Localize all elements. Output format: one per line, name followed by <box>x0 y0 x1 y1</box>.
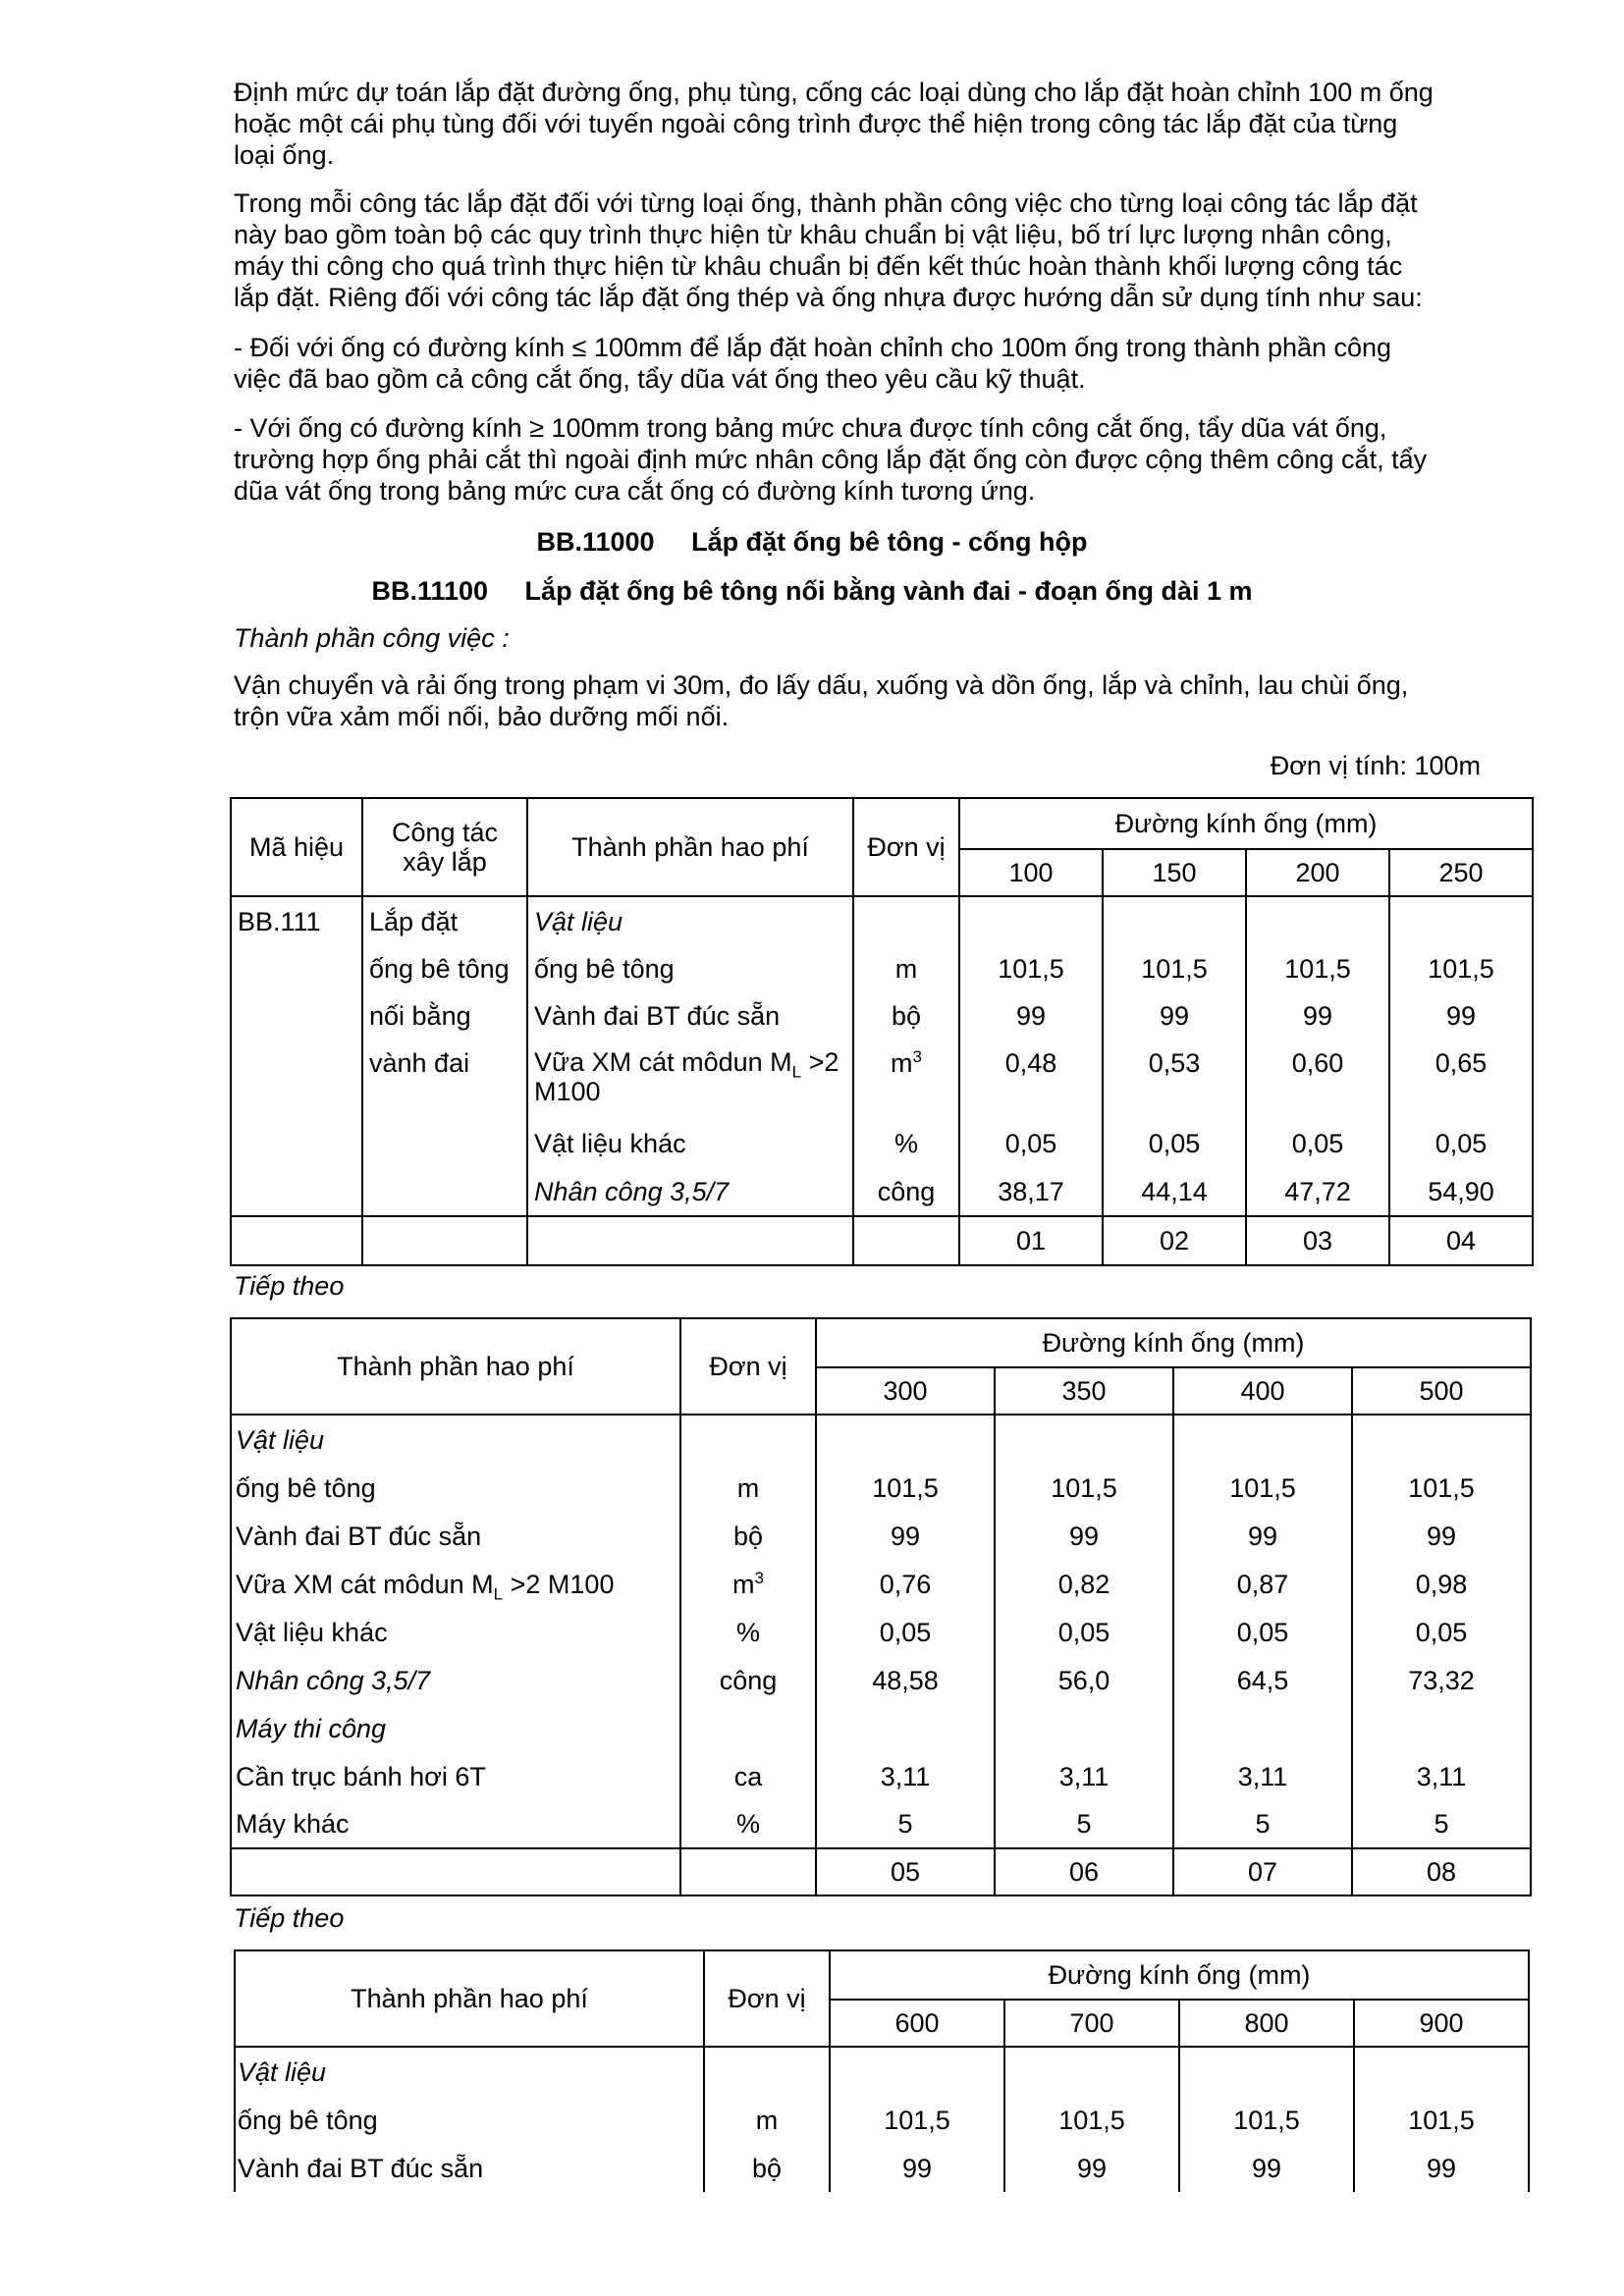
table-row <box>231 1415 1531 1464</box>
norm-table-2 <box>230 1317 1532 1896</box>
table-row <box>231 1608 1531 1656</box>
table-row <box>235 2144 1529 2192</box>
row-value: 44,14 <box>1103 1167 1246 1216</box>
row-value: 73,32 <box>1352 1656 1531 1704</box>
row-unit <box>680 1560 816 1608</box>
row-unit <box>704 2047 830 2096</box>
table-row <box>231 1656 1531 1704</box>
intro-paragraph-3 <box>234 332 1483 395</box>
row-value: 56,0 <box>995 1656 1173 1704</box>
subsection-heading: BB.11100 Lắp đặt ống bê tông nối bằng vành đai - đoạn ống dài 1 m <box>371 576 1253 606</box>
item-code: 08 <box>1352 1848 1531 1896</box>
norm-table-1 <box>230 797 1534 1266</box>
row-unit <box>680 1415 816 1464</box>
row-value: 38,17 <box>959 1167 1103 1216</box>
row-value: 0,65 <box>1389 1040 1533 1120</box>
row-work: ống bê tông <box>362 945 527 992</box>
row-value: 0,05 <box>816 1608 995 1656</box>
header-unit: Đơn vị <box>853 798 959 896</box>
header-diameter-value: 900 <box>1354 2000 1529 2047</box>
row-component: Vành đai BT đúc sẵn <box>231 1512 680 1560</box>
header-diameter-value: 300 <box>816 1367 995 1415</box>
component-text: >2 M100 <box>503 1569 615 1599</box>
row-component: ống bê tông <box>235 2096 704 2144</box>
row-unit <box>680 1704 816 1752</box>
header-diameter-value: 200 <box>1246 849 1389 896</box>
row-component: Vành đai BT đúc sẵn <box>527 992 853 1040</box>
subscript: L <box>791 1062 802 1082</box>
header-diameter-value: 600 <box>830 2000 1004 2047</box>
table-row <box>231 945 1533 992</box>
component-text: Vữa XM cát môdun M <box>534 1047 792 1077</box>
row-component <box>527 1040 853 1120</box>
row-unit: % <box>853 1120 959 1167</box>
row-component: Máy khác <box>231 1800 680 1848</box>
header-diameter-value: 100 <box>959 849 1103 896</box>
row-value: 99 <box>1354 2144 1529 2192</box>
header-diameter-value: 800 <box>1179 2000 1354 2047</box>
header-diameter: Đường kính ống (mm) <box>816 1318 1531 1367</box>
continued-label: Tiếp theo <box>234 1271 345 1301</box>
row-value <box>1103 896 1246 945</box>
text-line: - Đối với ống có đường kính ≤ 100mm để lắp đặt hoàn chỉnh cho 100m ống trong thành phần công <box>234 333 1392 362</box>
header-component: Thành phần hao phí <box>231 1318 680 1415</box>
row-value: 101,5 <box>1179 2096 1354 2144</box>
row-value: 101,5 <box>1004 2096 1179 2144</box>
row-value: 5 <box>1173 1800 1352 1848</box>
row-value: 99 <box>1179 2144 1354 2192</box>
row-value: 101,5 <box>1354 2096 1529 2144</box>
row-unit: m <box>704 2096 830 2144</box>
header-work-line: Công tác <box>391 818 499 847</box>
row-value: 101,5 <box>995 1464 1173 1512</box>
text-line: Vận chuyển và rải ống trong phạm vi 30m, đo lấy dấu, xuống và dồn ống, lắp và chỉnh, lau chùi ống, <box>234 670 1409 700</box>
table-row <box>231 1167 1533 1216</box>
row-value: 3,11 <box>816 1752 995 1800</box>
row-value <box>1179 2047 1354 2096</box>
component-text: >2 <box>801 1047 839 1077</box>
header-unit: Đơn vị <box>680 1318 816 1415</box>
row-value: 54,90 <box>1389 1167 1533 1216</box>
row-value <box>1389 896 1533 945</box>
row-unit: công <box>680 1656 816 1704</box>
text-line: máy thi công cho quá trình thực hiện từ khâu chuẩn bị đến kết thúc hoàn thành khối lượng công tác <box>234 251 1403 281</box>
row-component: Nhân công 3,5/7 <box>527 1167 853 1216</box>
row-value: 0,05 <box>959 1120 1103 1167</box>
header-unit: Đơn vị <box>704 1950 830 2047</box>
row-value <box>1173 1704 1352 1752</box>
row-unit <box>853 1040 959 1120</box>
row-value: 0,05 <box>995 1608 1173 1656</box>
header-work-line: xây lắp <box>403 847 487 877</box>
row-value: 0,98 <box>1352 1560 1531 1608</box>
table-row <box>235 2047 1529 2096</box>
header-code: Mã hiệu <box>231 798 362 896</box>
row-unit: công <box>853 1167 959 1216</box>
row-component: ống bê tông <box>231 1464 680 1512</box>
norm-table-3 <box>234 1949 1530 2192</box>
continued-label: Tiếp theo <box>234 1903 345 1933</box>
row-unit <box>853 896 959 945</box>
row-work: nối bằng <box>362 992 527 1040</box>
table-row <box>231 1040 1533 1120</box>
table-row <box>231 1704 1531 1752</box>
row-value: 0,87 <box>1173 1560 1352 1608</box>
unit-text: m <box>891 1048 913 1078</box>
header-diameter: Đường kính ống (mm) <box>959 798 1533 849</box>
component-text: M100 <box>534 1077 601 1106</box>
section-heading: BB.11000 Lắp đặt ống bê tông - cống hộp <box>536 527 1088 557</box>
row-value: 3,11 <box>1352 1752 1531 1800</box>
row-value: 0,53 <box>1103 1040 1246 1120</box>
text-line: hoặc một cái phụ tùng đối với tuyến ngoài công trình được thể hiện trong công tác lắp đặt của từng <box>234 109 1398 138</box>
row-value <box>1004 2047 1179 2096</box>
row-value <box>995 1415 1173 1464</box>
row-value <box>816 1415 995 1464</box>
row-component: Máy thi công <box>231 1704 680 1752</box>
text-line: Định mức dự toán lắp đặt đường ống, phụ tùng, cống các loại dùng cho lắp đặt hoàn chỉnh 100 m ống <box>234 78 1434 107</box>
table-row <box>231 1120 1533 1167</box>
row-value: 0,60 <box>1246 1040 1389 1120</box>
text-line: Trong mỗi công tác lắp đặt đối với từng loại ống, thành phần công việc cho từng loại công tác lắp đặt <box>234 188 1418 218</box>
row-value <box>1352 1415 1531 1464</box>
item-code: 01 <box>959 1216 1103 1265</box>
row-component: Vật liệu <box>235 2047 704 2096</box>
header-diameter-value: 350 <box>995 1367 1173 1415</box>
row-value <box>816 1704 995 1752</box>
row-unit: bộ <box>853 992 959 1040</box>
table-row <box>231 1800 1531 1848</box>
header-diameter-value: 700 <box>1004 2000 1179 2047</box>
row-value: 0,05 <box>1173 1608 1352 1656</box>
row-value <box>995 1704 1173 1752</box>
row-value: 48,58 <box>816 1656 995 1704</box>
row-value: 0,05 <box>1246 1120 1389 1167</box>
table-row <box>231 896 1533 945</box>
row-value: 101,5 <box>1103 945 1246 992</box>
table-code-row <box>231 1216 1533 1265</box>
header-component: Thành phần hao phí <box>527 798 853 896</box>
row-value: 5 <box>1352 1800 1531 1848</box>
unit-text: m <box>732 1569 755 1599</box>
row-unit: m <box>680 1464 816 1512</box>
table-row <box>231 992 1533 1040</box>
row-component <box>231 1560 680 1608</box>
work-components-description <box>234 669 1483 732</box>
header-diameter: Đường kính ống (mm) <box>830 1950 1529 2000</box>
row-value: 0,76 <box>816 1560 995 1608</box>
row-value: 99 <box>1246 992 1389 1040</box>
row-value <box>830 2047 1004 2096</box>
text-line: trường hợp ống phải cắt thì ngoài định mức nhân công lắp đặt ống còn được cộng thêm công cắt, tẩy <box>234 445 1428 474</box>
row-component: Vật liệu <box>231 1415 680 1464</box>
intro-paragraph-2 <box>234 187 1483 313</box>
text-line: dũa vát ống trong bảng mức cưa cắt ống có đường kính tương ứng. <box>234 476 1036 506</box>
item-code: 03 <box>1246 1216 1389 1265</box>
work-components-label: Thành phần công việc : <box>234 623 510 653</box>
table-row <box>231 1512 1531 1560</box>
row-value: 0,82 <box>995 1560 1173 1608</box>
row-value: 3,11 <box>995 1752 1173 1800</box>
row-unit: m <box>853 945 959 992</box>
row-unit: bộ <box>680 1512 816 1560</box>
row-component: Vành đai BT đúc sẵn <box>235 2144 704 2192</box>
header-diameter-value: 150 <box>1103 849 1246 896</box>
row-component: Vật liệu khác <box>527 1120 853 1167</box>
table-row <box>231 1464 1531 1512</box>
row-value <box>1173 1415 1352 1464</box>
row-component: Vật liệu <box>527 896 853 945</box>
row-component: ống bê tông <box>527 945 853 992</box>
row-value: 47,72 <box>1246 1167 1389 1216</box>
row-value: 101,5 <box>1352 1464 1531 1512</box>
table-row <box>235 2096 1529 2144</box>
row-component: Cần trục bánh hơi 6T <box>231 1752 680 1800</box>
text-line: này bao gồm toàn bộ các quy trình thực hiện từ khâu chuẩn bị vật liệu, bố trí lực lượng nhân công, <box>234 220 1392 249</box>
unit-note: Đơn vị tính: 100m <box>1270 751 1481 780</box>
intro-paragraph-4 <box>234 412 1483 507</box>
item-code: 05 <box>816 1848 995 1896</box>
row-unit: % <box>680 1608 816 1656</box>
text-line: - Với ống có đường kính ≥ 100mm trong bảng mức chưa được tính công cắt ống, tẩy dũa vát ống, <box>234 413 1387 443</box>
row-value <box>1354 2047 1529 2096</box>
header-diameter-value: 400 <box>1173 1367 1352 1415</box>
item-code: 02 <box>1103 1216 1246 1265</box>
row-value: 0,48 <box>959 1040 1103 1120</box>
row-value: 101,5 <box>959 945 1103 992</box>
subscript: L <box>493 1583 504 1603</box>
row-value: 99 <box>1004 2144 1179 2192</box>
row-value: 0,05 <box>1352 1608 1531 1656</box>
row-component: Nhân công 3,5/7 <box>231 1656 680 1704</box>
row-value: 99 <box>816 1512 995 1560</box>
row-value: 0,05 <box>1389 1120 1533 1167</box>
row-work: Lắp đặt <box>362 896 527 945</box>
row-value: 101,5 <box>830 2096 1004 2144</box>
row-value: 99 <box>1352 1512 1531 1560</box>
row-value <box>959 896 1103 945</box>
item-code: 04 <box>1389 1216 1533 1265</box>
text-line: loại ống. <box>234 140 335 170</box>
intro-paragraph-1 <box>234 77 1483 171</box>
header-diameter-value: 250 <box>1389 849 1533 896</box>
row-value <box>1246 896 1389 945</box>
table-row <box>231 1752 1531 1800</box>
item-code: 07 <box>1173 1848 1352 1896</box>
row-value: 5 <box>816 1800 995 1848</box>
row-work: vành đai <box>362 1040 527 1120</box>
header-work <box>362 798 527 896</box>
row-code: BB.111 <box>231 896 362 945</box>
row-value: 99 <box>830 2144 1004 2192</box>
row-value: 101,5 <box>816 1464 995 1512</box>
row-value <box>1352 1704 1531 1752</box>
row-value: 5 <box>995 1800 1173 1848</box>
row-value: 3,11 <box>1173 1752 1352 1800</box>
text-line: trộn vữa xảm mối nối, bảo dưỡng mối nối. <box>234 702 730 731</box>
superscript: 3 <box>912 1047 922 1066</box>
component-text: Vữa XM cát môdun M <box>236 1569 494 1599</box>
row-value: 99 <box>995 1512 1173 1560</box>
row-value: 101,5 <box>1389 945 1533 992</box>
row-value: 101,5 <box>1173 1464 1352 1512</box>
row-value: 99 <box>1173 1512 1352 1560</box>
header-component: Thành phần hao phí <box>235 1950 704 2047</box>
header-diameter-value: 500 <box>1352 1367 1531 1415</box>
row-value: 99 <box>959 992 1103 1040</box>
row-value: 99 <box>1389 992 1533 1040</box>
row-component: Vật liệu khác <box>231 1608 680 1656</box>
table-row <box>231 1560 1531 1608</box>
text-line: việc đã bao gồm cả công cắt ống, tẩy dũa vát ống theo yêu cầu kỹ thuật. <box>234 364 1086 394</box>
row-unit: % <box>680 1800 816 1848</box>
row-value: 99 <box>1103 992 1246 1040</box>
row-value: 0,05 <box>1103 1120 1246 1167</box>
row-unit: ca <box>680 1752 816 1800</box>
row-unit: bộ <box>704 2144 830 2192</box>
table-code-row <box>231 1848 1531 1896</box>
row-value: 64,5 <box>1173 1656 1352 1704</box>
text-line: lắp đặt. Riêng đối với công tác lắp đặt ống thép và ống nhựa được hướng dẫn sử dụng tính như sau: <box>234 283 1423 312</box>
item-code: 06 <box>995 1848 1173 1896</box>
row-value: 101,5 <box>1246 945 1389 992</box>
superscript: 3 <box>754 1568 764 1587</box>
